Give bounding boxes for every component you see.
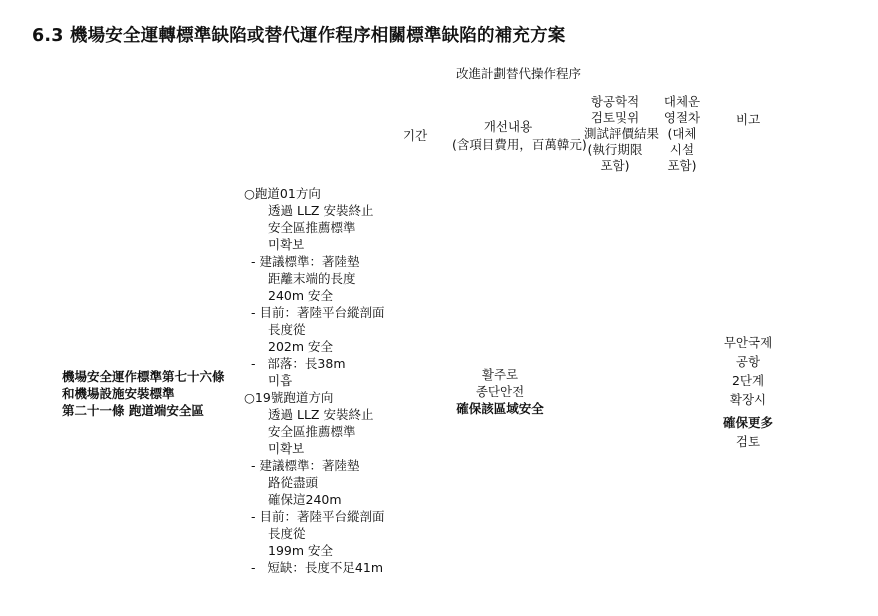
header-alternative-line: (대체 xyxy=(667,126,697,141)
status-line: 長度從 xyxy=(268,526,306,541)
improvement-line: 활주로 xyxy=(481,367,519,382)
header-period: 기간 xyxy=(403,128,428,143)
status-line: ○19號跑道方向 xyxy=(244,390,334,405)
status-line: - 建議標準：著陸墊 xyxy=(251,458,360,473)
header-alternative-line: 영절차 xyxy=(663,110,701,125)
header-improvement-line: 개선내용 xyxy=(483,119,533,134)
header-safety-review xyxy=(584,94,660,174)
header-safety-review-line: 포함) xyxy=(600,158,630,173)
status-line: 202m 安全 xyxy=(268,339,334,354)
standard-line: 機場安全運作標準第七十六條 xyxy=(62,369,225,384)
header-improvement-line: (含項目費用，百萬韓元) xyxy=(452,137,587,152)
header-safety-review-line: (執行期限 xyxy=(587,142,643,157)
remarks-line: 2단계 xyxy=(731,373,765,388)
header-safety-review-line: 測試評價結果 xyxy=(584,126,660,141)
header-alternative-line: 대체운 xyxy=(663,94,701,109)
status-line: 透過 LLZ 安裝終止 xyxy=(268,203,374,218)
status-line: - 目前：著陸平台縱剖面 xyxy=(251,509,385,524)
standard-line: 第二十一條 跑道端安全區 xyxy=(62,403,204,418)
status-line: - 建議標準：著陸墊 xyxy=(251,254,360,269)
status-line: 240m 安全 xyxy=(268,288,334,303)
status-line: 距離末端的長度 xyxy=(268,271,356,286)
cell-improvement xyxy=(448,366,552,417)
status-line: 路從盡頭 xyxy=(268,475,319,490)
remarks-line: 공항 xyxy=(735,354,761,369)
status-line: 確保這240m xyxy=(268,492,342,507)
status-line: 199m 安全 xyxy=(268,543,334,558)
header-alternative-line: 시설 xyxy=(669,142,695,157)
improvement-line: 確保該區域安全 xyxy=(456,401,544,416)
status-line: ○跑道01方向 xyxy=(244,186,321,201)
header-remarks: 비고 xyxy=(736,112,761,127)
cell-status xyxy=(244,185,384,576)
standard-line: 和機場設施安裝標準 xyxy=(62,386,175,401)
cell-remarks xyxy=(712,333,784,451)
remarks-line: 검토 xyxy=(735,434,761,449)
header-alternative xyxy=(656,94,708,174)
header-alternative-line: 포함) xyxy=(667,158,697,173)
remarks-line: 確保更多 xyxy=(722,415,773,430)
header-improvement xyxy=(452,119,587,153)
status-line: 미확보 xyxy=(268,441,305,456)
status-line: 미흡 xyxy=(268,373,293,388)
improvement-line: 종단안전 xyxy=(475,384,525,399)
header-safety-review-line: 항공학적 xyxy=(590,94,640,109)
status-line: 安全區推薦標準 xyxy=(268,220,356,235)
header-safety-review-line: 검토및위 xyxy=(590,110,640,125)
remarks-line: 확장시 xyxy=(729,392,767,407)
status-line: 透過 LLZ 安裝終止 xyxy=(268,407,374,422)
status-line: 安全區推薦標準 xyxy=(268,424,356,439)
status-line: - 短缺：長度不足41m xyxy=(251,560,384,575)
page-title: 6.3 機場安全運轉標準缺陷或替代運作程序相關標準缺陷的補充方案 xyxy=(32,26,566,46)
status-line: 미확보 xyxy=(268,237,305,252)
status-line: - 目前：著陸平台縱剖面 xyxy=(251,305,385,320)
status-line: - 部落：長38m xyxy=(251,356,346,371)
remarks-line: 무안국제 xyxy=(723,335,773,350)
status-line: 長度從 xyxy=(268,322,306,337)
cell-standard xyxy=(62,368,225,419)
header-group-plan: 改進計劃替代操作程序 xyxy=(456,66,582,81)
